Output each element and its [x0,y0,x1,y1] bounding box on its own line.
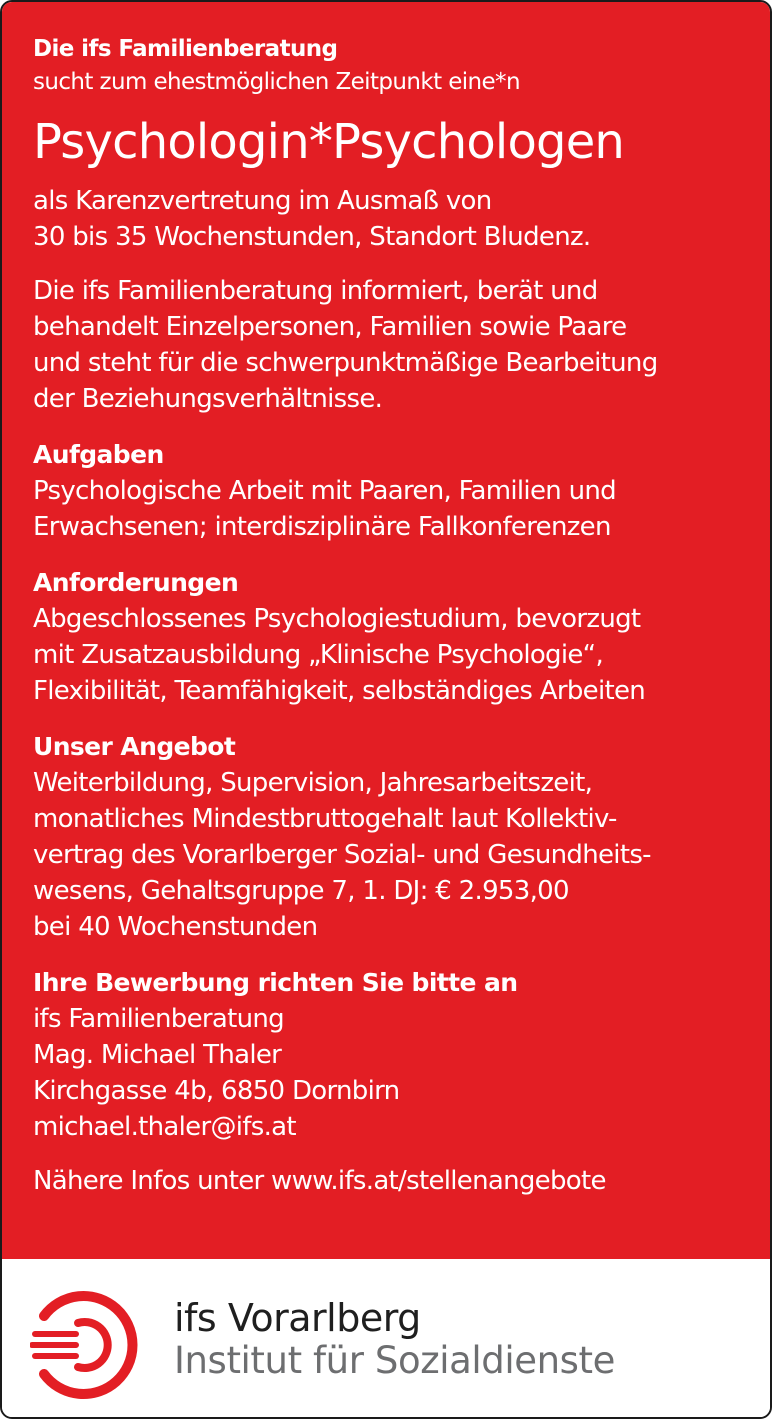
scope-line: 30 bis 35 Wochenstunden, Standort Bludenz. [33,222,591,252]
scope-text [33,183,750,255]
ad-red-panel [2,2,770,1259]
section-line: Weiterbildung, Supervision, Jahresarbeitszeit, [33,768,593,798]
org-line: Die ifs Familienberatung [33,36,338,62]
section-line: Psychologische Arbeit mit Paaren, Familien und [33,476,616,506]
description-text [33,273,750,417]
section-line: vertrag des Vorarlberger Sozial- und Gesundheits- [33,840,651,870]
section-line: bei 40 Wochenstunden [33,912,318,942]
section-line: Abgeschlossenes Psychologiestudium, bevorzugt [33,604,641,634]
section-requirements [33,565,750,709]
scope-line: als Karenzvertretung im Ausmaß von [33,186,492,216]
section-body [33,601,750,709]
section-title: Ihre Bewerbung richten Sie bitte an [33,968,518,997]
section-line: Erwachsenen; interdisziplinäre Fallkonferenzen [33,512,611,542]
ad-content [33,33,750,1199]
section-tasks [33,437,750,545]
description-line: der Beziehungsverhältnisse. [33,384,383,414]
description-line: behandelt Einzelpersonen, Familien sowie Paare [33,312,627,342]
section-body [33,473,750,545]
search-line: sucht zum ehestmöglichen Zeitpunkt eine*n [33,69,520,95]
section-line: mit Zusatzausbildung „Klinische Psychologie“, [33,640,604,670]
section-line: wesens, Gehaltsgruppe 7, 1. DJ: € 2.953,00 [33,876,569,906]
footer-logo-area [2,1259,770,1419]
section-title: Anforderungen [33,568,239,597]
description-line: Die ifs Familienberatung informiert, berät und [33,276,598,306]
section-body [33,765,750,945]
brand-text [174,1297,615,1383]
description-line: und steht für die schwerpunktmäßige Bearbeitung [33,348,658,378]
position-title: Psychologin*Psychologen [33,114,625,170]
more-info-link[interactable]: Nähere Infos unter www.ifs.at/stellenangebote [33,1166,606,1196]
section-title: Unser Angebot [33,732,236,761]
section-offer [33,729,750,945]
brand-name: ifs Vorarlberg [174,1296,421,1340]
intro [33,33,750,99]
contact-line: ifs Familienberatung [33,1004,284,1034]
section-contact [33,965,750,1145]
section-line: Flexibilität, Teamfähigkeit, selbständiges Arbeiten [33,676,646,706]
contact-email-link[interactable]: michael.thaler@ifs.at [33,1112,296,1142]
ifs-logo-icon [30,1281,154,1405]
section-line: monatliches Mindestbruttogehalt laut Kollektiv- [33,804,617,834]
contact-line: Mag. Michael Thaler [33,1040,282,1070]
contact-address [33,1001,750,1145]
section-title: Aufgaben [33,440,164,469]
brand-tagline: Institut für Sozialdienste [174,1339,616,1382]
contact-line: Kirchgasse 4b, 6850 Dornbirn [33,1076,400,1106]
